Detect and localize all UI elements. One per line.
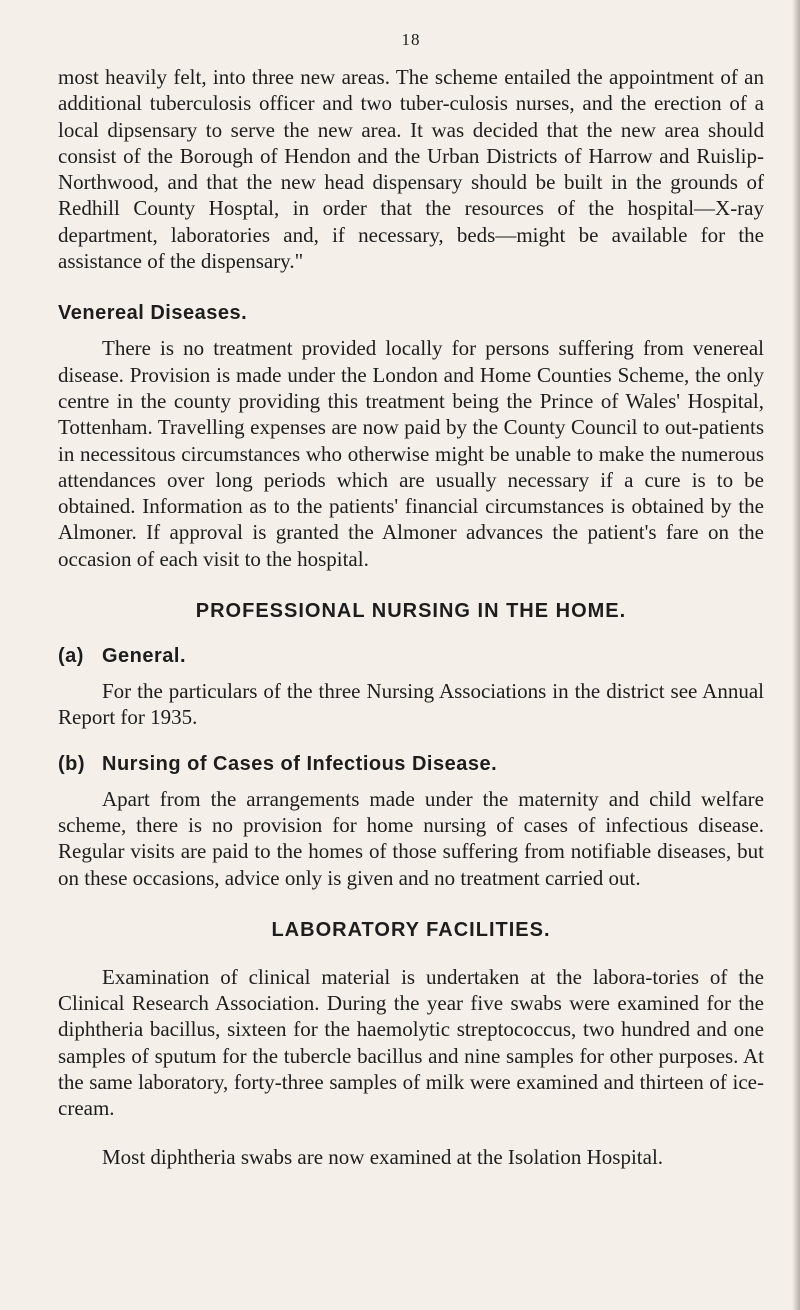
venereal-diseases-heading: Venereal Diseases.: [58, 302, 248, 325]
laboratory-facilities-heading: LABORATORY FACILITIES.: [271, 918, 551, 941]
intro-paragraph: most heavily felt, into three new areas. The scheme entailed the appointment of an additional tuberculosis officer and two tuber-culosis nurses, and the erection of a local dipsensary to serve the new area. It was decided that the new area should consist of the Borough of Hendon and the Urban Districts of Harrow and Ruislip-Northwood, and that the new head dispensary should be built in the grounds of Redhill County Hosptal, in order that the resources of the hospital—X-ray department, laboratories and, if necessary, beds—might be available for the assistance of the dispensary.": [58, 65, 764, 274]
professional-nursing-heading: PROFESSIONAL NURSING IN THE HOME.: [195, 600, 627, 623]
general-subheading-title: General.: [102, 645, 187, 668]
laboratory-paragraph-2: Most diphtheria swabs are now examined at the Isolation Hospital.: [102, 1144, 664, 1169]
infectious-nursing-subheading-title: Nursing of Cases of Infectious Disease.: [102, 752, 498, 775]
general-paragraph: For the particulars of the three Nursing Associations in the district see Annual Report for 1935.: [58, 679, 764, 730]
venereal-diseases-paragraph: There is no treatment provided locally for persons suffering from venereal disease. Provision is made under the London and Home Counties Scheme, the only centre in the county providing this treatment being the Prince of Wales' Hospital, Tottenham. Travelling expenses are now paid by the County Council to out-patients in necessitous circumstances who otherwise might be unable to make the numerous attendances over long periods which are usually necessary if a cure is to be obtained. Information as to the patients' financial circumstances is obtained by the Almoner. If approval is granted the Almoner advances the patient's fare on the occasion of each visit to the hospital.: [58, 336, 764, 571]
infectious-nursing-subheading: [58, 753, 764, 776]
general-subheading: [58, 645, 764, 668]
infectious-nursing-paragraph: Apart from the arrangements made under the maternity and child welfare scheme, there is no provision for home nursing of cases of infectious disease. Regular visits are paid to the homes of those suffering from notifiable diseases, but on these occasions, advice only is given and no treatment carried out.: [58, 786, 764, 890]
infectious-nursing-subheading-label: (b): [58, 752, 86, 775]
laboratory-paragraph-1: Examination of clinical material is undertaken at the labora-tories of the Clinical Research Association. During the year five swabs were examined for the diphtheria bacillus, sixteen for the haemolytic streptococcus, two hundred and one samples of sputum for the tubercle bacillus and nine samples for other purposes. At the same laboratory, forty-three samples of milk were examined and thirteen of ice-cream.: [58, 964, 764, 1121]
page-number: 18: [401, 30, 421, 49]
general-subheading-label: (a): [58, 645, 84, 668]
page-edge-shadow: [792, 0, 800, 1310]
document-page: [58, 30, 764, 1170]
